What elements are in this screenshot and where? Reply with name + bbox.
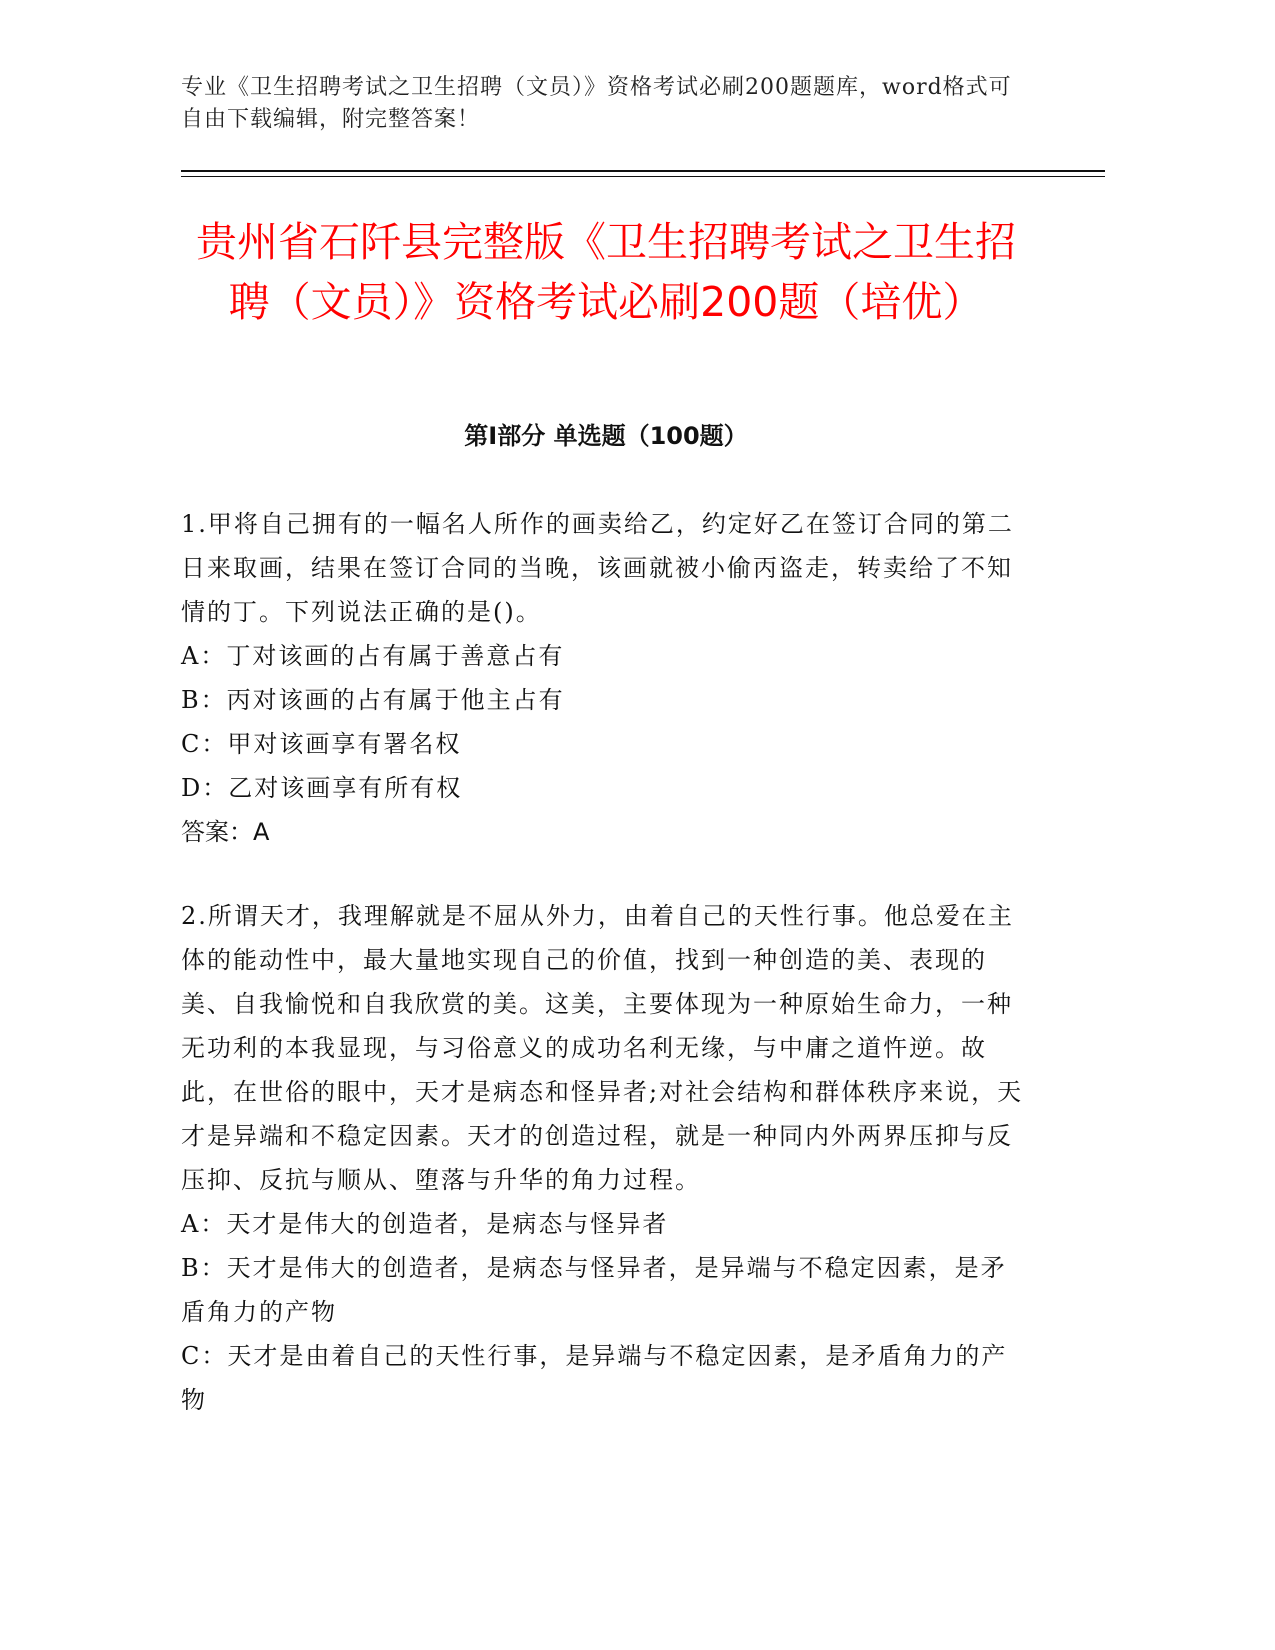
option-d: D：乙对该画享有所有权 — [181, 774, 463, 802]
question-stem: 2.所谓天才，我理解就是不屈从外力，由着自己的天性行事。他总爱在主体的能动性中，最大量地实现自己的价值，找到一种创造的美、表现的美、自我愉悦和自我欣赏的美。这美，主要体现为一种原始生命力，一种无功利的本我显现，与习俗意义的成功名利无缘，与中庸之道忤逆。故此，在世俗的眼中，天才是病态和怪异者;对社会结构和群体秩序来说，天才是异端和不稳定因素。天才的创造过程，就是一种同内外两界压抑与反压抑、反抗与顺从、堕落与升华的角力过程。 — [181, 902, 1024, 1194]
question-stem: 1.甲将自己拥有的一幅名人所作的画卖给乙，约定好乙在签订合同的第二日来取画，结果在签订合同的当晚，该画就被小偷丙盗走，转卖给了不知情的丁。下列说法正确的是()。 — [181, 510, 1014, 626]
answer-label: 答案：A — [181, 818, 270, 846]
option-c: C：天才是由着自己的天性行事，是异端与不稳定因素，是矛盾角力的产物 — [181, 1342, 1008, 1414]
header-divider-thick — [181, 170, 1105, 172]
option-c: C：甲对该画享有署名权 — [181, 730, 462, 758]
option-b: B：天才是伟大的创造者，是病态与怪异者，是异端与不稳定因素，是矛盾角力的产物 — [181, 1254, 1007, 1326]
header-divider-thin — [181, 176, 1105, 177]
section-title: 第Ⅰ部分 单选题（100题） — [464, 422, 748, 450]
option-a: A：天才是伟大的创造者，是病态与怪异者 — [181, 1210, 669, 1238]
question-1 — [181, 502, 1031, 854]
option-a: A：丁对该画的占有属于善意占有 — [181, 642, 565, 670]
question-2 — [181, 894, 1031, 1422]
option-b: B：丙对该画的占有属于他主占有 — [181, 686, 565, 714]
document-title: 贵州省石阡县完整版《卫生招聘考试之卫生招聘（文员）》资格考试必刷200题（培优） — [196, 218, 1016, 326]
header-note: 专业《卫生招聘考试之卫生招聘（文员）》资格考试必刷200题题库，word格式可自由下载编辑，附完整答案！ — [181, 75, 1012, 132]
